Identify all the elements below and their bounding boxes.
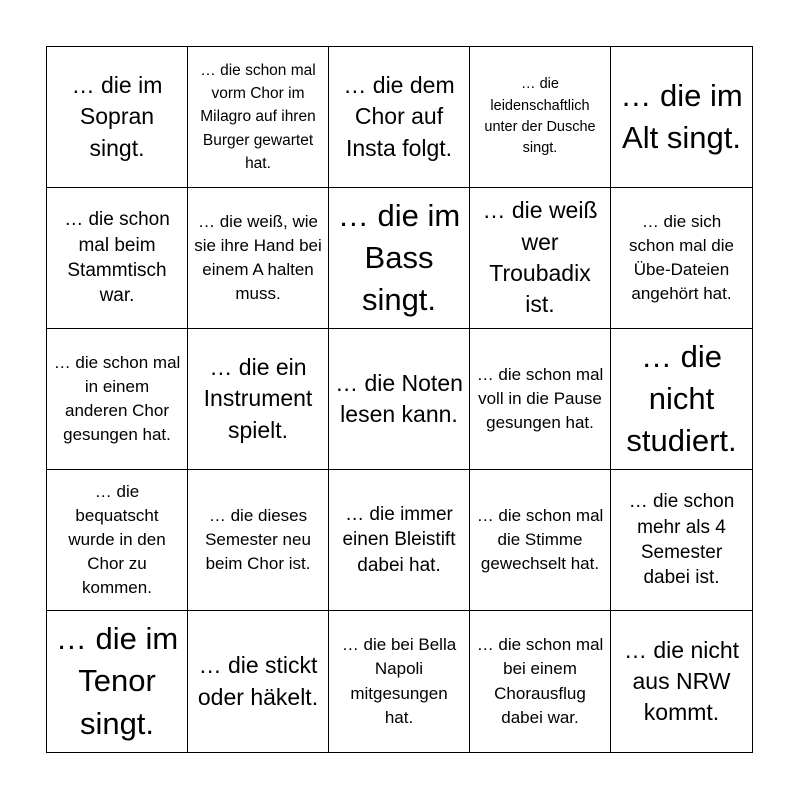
bingo-cell-text: … die im Tenor singt. bbox=[55, 621, 179, 741]
bingo-cell[interactable] bbox=[47, 470, 188, 611]
bingo-cell-text: … die bequatscht wurde in den Chor zu kommen. bbox=[68, 481, 166, 598]
bingo-cell-text: … die nicht studiert. bbox=[626, 338, 737, 459]
bingo-board bbox=[46, 46, 753, 753]
bingo-cell[interactable] bbox=[611, 329, 752, 470]
bingo-cell-text: … die dieses Semester neu beim Chor ist. bbox=[205, 505, 311, 574]
bingo-cell-text: … die dem Chor auf Insta folgt. bbox=[343, 72, 455, 161]
bingo-cell[interactable] bbox=[470, 470, 611, 611]
bingo-cell[interactable] bbox=[47, 188, 188, 329]
bingo-cell[interactable] bbox=[188, 611, 329, 752]
bingo-cell-text: … die schon mal beim Stammtisch war. bbox=[64, 209, 170, 307]
bingo-cell[interactable] bbox=[611, 188, 752, 329]
bingo-cell-text: … die immer einen Bleistift dabei hat. bbox=[342, 504, 456, 576]
bingo-cell[interactable] bbox=[470, 188, 611, 329]
bingo-cell[interactable] bbox=[47, 611, 188, 752]
bingo-cell[interactable] bbox=[470, 47, 611, 188]
bingo-cell[interactable] bbox=[611, 470, 752, 611]
bingo-cell[interactable] bbox=[188, 329, 329, 470]
bingo-cell-text: … die im Bass singt. bbox=[337, 197, 461, 318]
bingo-cell[interactable] bbox=[47, 47, 188, 188]
bingo-cell[interactable] bbox=[188, 188, 329, 329]
bingo-cell[interactable] bbox=[329, 470, 470, 611]
bingo-cell[interactable] bbox=[611, 47, 752, 188]
bingo-cell-text: … die stickt oder häkelt. bbox=[197, 652, 319, 710]
bingo-cell-text: … die schon mal voll in die Pause gesungen hat. bbox=[476, 364, 604, 433]
bingo-cell[interactable] bbox=[470, 329, 611, 470]
bingo-cell[interactable] bbox=[611, 611, 752, 752]
bingo-cell-text: … die sich schon mal die Übe-Dateien angehört hat. bbox=[629, 211, 734, 304]
bingo-cell[interactable] bbox=[188, 470, 329, 611]
bingo-cell-text: … die im Alt singt. bbox=[620, 77, 743, 155]
bingo-cell[interactable] bbox=[47, 329, 188, 470]
bingo-cell-text: … die bei Bella Napoli mitgesungen hat. bbox=[341, 635, 457, 727]
bingo-cell-text: … die ein Instrument spielt. bbox=[203, 354, 313, 443]
bingo-cell-text: … die nicht aus NRW kommt. bbox=[623, 636, 740, 726]
bingo-cell[interactable] bbox=[329, 47, 470, 188]
bingo-cell[interactable] bbox=[470, 611, 611, 752]
bingo-cell-text: … die Noten lesen kann. bbox=[335, 369, 463, 427]
bingo-cell-text: … die weiß wer Troubadix ist. bbox=[482, 197, 598, 318]
bingo-cell[interactable] bbox=[329, 611, 470, 752]
bingo-cell-text: … die leidenschaftlich unter der Dusche singt. bbox=[484, 76, 596, 157]
bingo-cell-text: … die im Sopran singt. bbox=[71, 72, 163, 161]
bingo-cell[interactable] bbox=[188, 47, 329, 188]
bingo-cell-text: … die schon mal die Stimme gewechselt hat. bbox=[476, 505, 604, 574]
bingo-cell-text: … die weiß, wie sie ihre Hand bei einem A halten muss. bbox=[194, 211, 322, 304]
bingo-cell[interactable] bbox=[329, 188, 470, 329]
bingo-cell-text: … die schon mal vorm Chor im Milagro auf ihren Burger gewartet hat. bbox=[200, 61, 316, 172]
bingo-cell[interactable] bbox=[329, 329, 470, 470]
bingo-cell-text: … die schon mal bei einem Chorausflug dabei war. bbox=[476, 635, 604, 727]
bingo-cell-text: … die schon mehr als 4 Semester dabei ist. bbox=[628, 491, 735, 589]
bingo-cell-text: … die schon mal in einem anderen Chor gesungen hat. bbox=[53, 352, 181, 445]
